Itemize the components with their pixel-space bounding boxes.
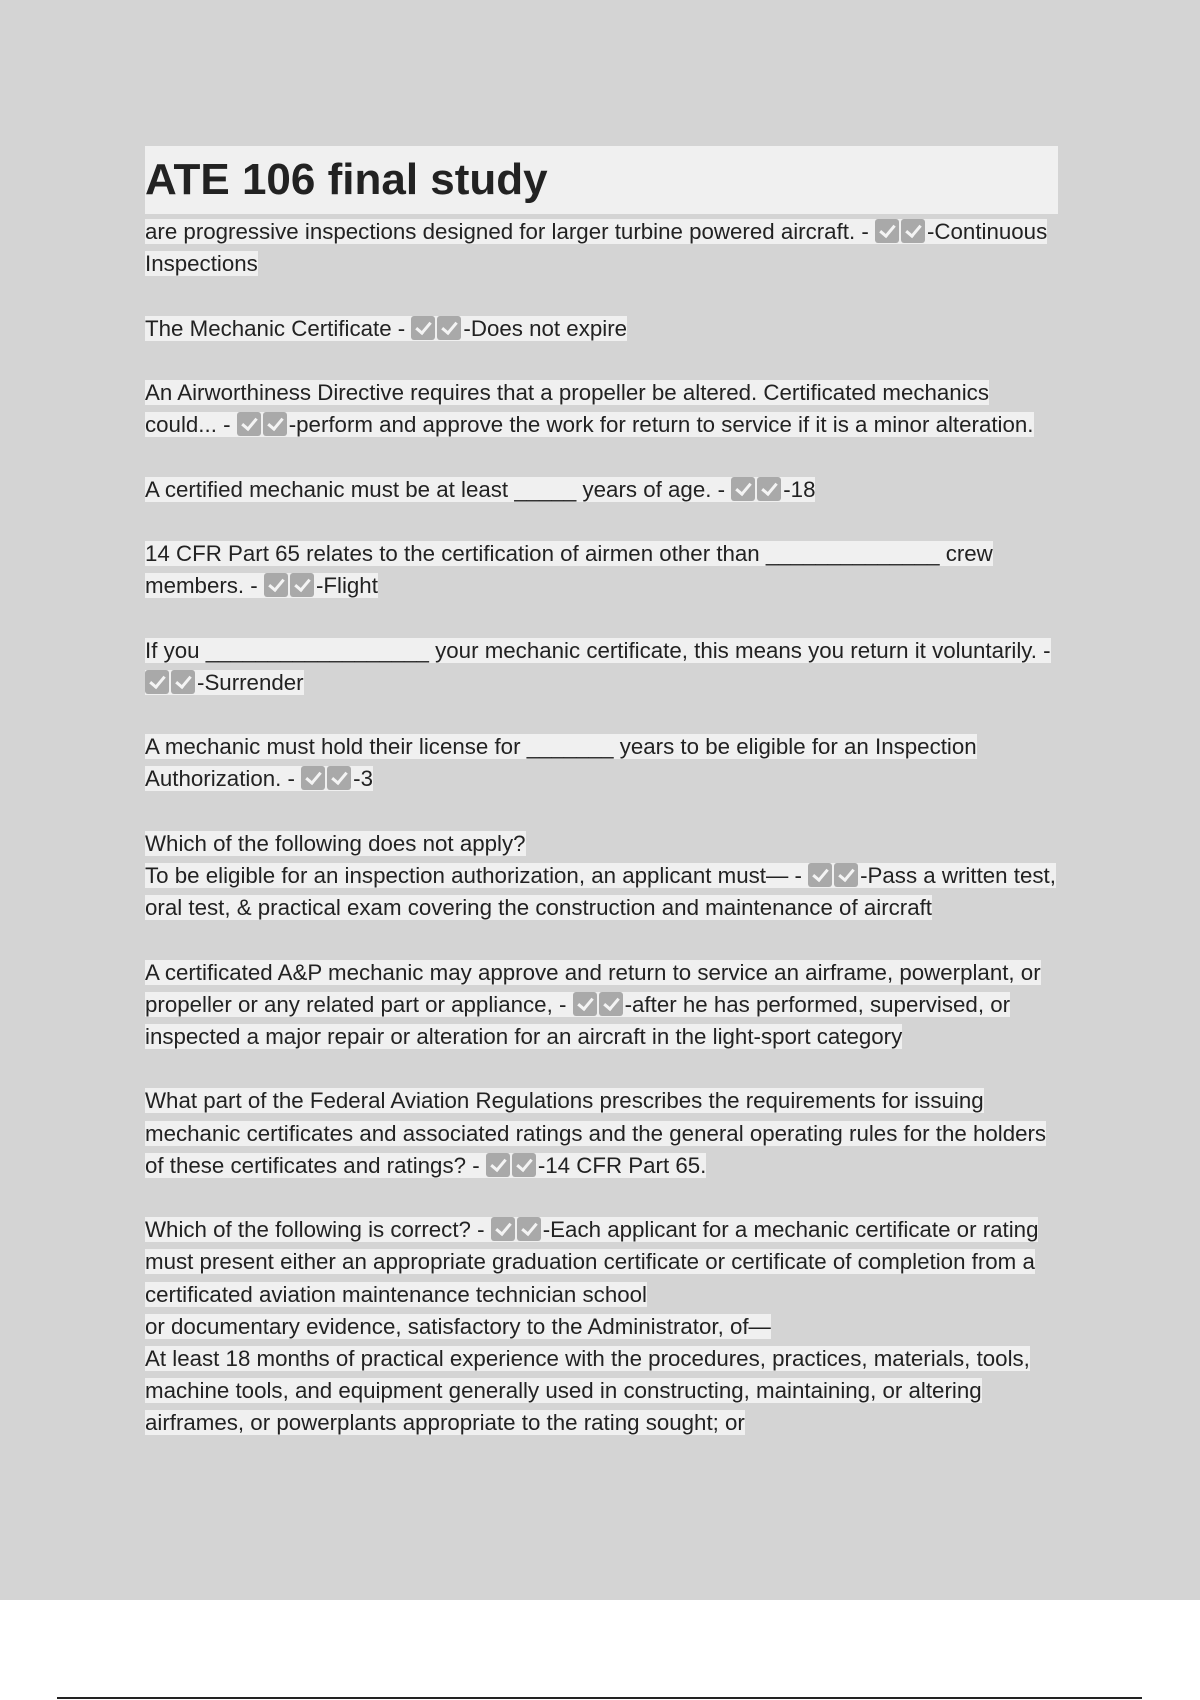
qa-entry-text xyxy=(145,1088,1046,1177)
check-box-icon xyxy=(757,477,781,501)
check-box-icon xyxy=(512,1153,536,1177)
answer-text: - Each applicant for a mechanic certificate or rating must present either an appropriate graduation certificate or certificate of completion from a certificated aviation maintenance technician school or documentary evidence, satisfactory to the Administrator, of— At least 18 months of practical experience with the procedures, practices, materials, tools, machine tools, and equipment generally used in constructing, maintaining, or altering airframes, or powerplants appropriate to the rating sought; or xyxy=(145,1217,1038,1435)
qa-entry-text xyxy=(145,638,1051,695)
qa-entry-text xyxy=(145,380,1034,437)
check-box-icon xyxy=(301,766,325,790)
question-text: An Airworthiness Directive requires that a propeller be altered. Certificated mechanics could... - xyxy=(145,379,989,438)
check-box-icon xyxy=(263,412,287,436)
document-title: ATE 106 final study xyxy=(145,155,548,204)
footer-divider xyxy=(57,1697,1142,1699)
question-text: 14 CFR Part 65 relates to the certification of airmen other than ______________ crew members. - xyxy=(145,540,993,599)
question-text: If you __________________ your mechanic certificate, this means you return it voluntarily. - xyxy=(145,637,1051,663)
answer-text: - Surrender xyxy=(197,670,304,695)
qa-entry-text xyxy=(145,541,993,598)
qa-entry-text xyxy=(145,316,627,341)
answer-text: - 3 xyxy=(353,766,373,791)
qa-entry xyxy=(145,538,1060,602)
check-box-icon xyxy=(491,1217,515,1241)
answer-text: - Pass a written test, oral test, & practical exam covering the construction and maintenance of aircraft xyxy=(145,863,1056,920)
check-box-icon xyxy=(808,863,832,887)
check-box-icon xyxy=(237,412,261,436)
check-box-icon xyxy=(171,670,195,694)
check-box-icon xyxy=(875,219,899,243)
check-box-icon xyxy=(327,766,351,790)
check-box-icon xyxy=(437,316,461,340)
question-text: are progressive inspections designed for larger turbine powered aircraft. - xyxy=(145,219,875,244)
qa-entry xyxy=(145,635,1060,699)
check-box-icon xyxy=(411,316,435,340)
qa-entry xyxy=(145,731,1060,795)
question-text: Which of the following does not apply? To be eligible for an inspection authorization, an applicant must— - xyxy=(145,830,802,888)
check-box-icon xyxy=(486,1153,510,1177)
check-box-icon xyxy=(145,670,169,694)
answer-text: - Flight xyxy=(316,573,378,598)
check-box-icon xyxy=(573,992,597,1016)
qa-entry-text xyxy=(145,960,1041,1049)
qa-entry xyxy=(145,377,1060,441)
qa-entry xyxy=(145,1214,1060,1439)
answer-text: - perform and approve the work for return to service if it is a minor alteration. xyxy=(289,412,1034,437)
qa-entry xyxy=(145,828,1060,925)
check-box-icon xyxy=(731,477,755,501)
document-content xyxy=(145,146,1060,1472)
qa-entry xyxy=(145,313,1060,345)
qa-entry-text xyxy=(145,831,1056,920)
answer-text: - after he has performed, supervised, or inspected a major repair or alteration for an aircraft in the light-sport category xyxy=(145,992,1010,1049)
check-box-icon xyxy=(834,863,858,887)
question-text: A mechanic must hold their license for _______ years to be eligible for an Inspection Authorization. - xyxy=(145,734,977,792)
qa-entry xyxy=(145,216,1060,280)
qa-entry xyxy=(145,474,1060,506)
qa-entry-text xyxy=(145,1217,1038,1435)
qa-entry-text xyxy=(145,477,815,502)
qa-entry-text xyxy=(145,734,977,791)
check-box-icon xyxy=(901,219,925,243)
check-box-icon xyxy=(290,573,314,597)
question-text: The Mechanic Certificate - xyxy=(145,315,412,341)
question-text: What part of the Federal Aviation Regulations prescribes the requirements for issuing mechanic certificates and associated ratings and the general operating rules for the holders of these certificates and ratings? - xyxy=(145,1088,1047,1178)
check-box-icon xyxy=(599,992,623,1016)
check-box-icon xyxy=(264,573,288,597)
question-text: A certified mechanic must be at least _____ years of age. - xyxy=(145,476,732,502)
qa-entry xyxy=(145,957,1060,1054)
question-text: A certificated A&P mechanic may approve and return to service an airframe, powerplant, or propeller or any related part or appliance, - xyxy=(145,959,1041,1017)
answer-text: - Does not expire xyxy=(463,316,627,341)
qa-entry xyxy=(145,1085,1060,1182)
answer-text: - 18 xyxy=(783,477,815,502)
entry-list xyxy=(145,216,1060,1440)
check-box-icon xyxy=(517,1217,541,1241)
question-text: Which of the following is correct? - xyxy=(145,1217,491,1243)
answer-text: - Continuous Inspections xyxy=(145,219,1047,276)
qa-entry-text xyxy=(145,219,1047,276)
title-bar xyxy=(145,146,1058,214)
answer-text: - 14 CFR Part 65. xyxy=(538,1153,707,1178)
